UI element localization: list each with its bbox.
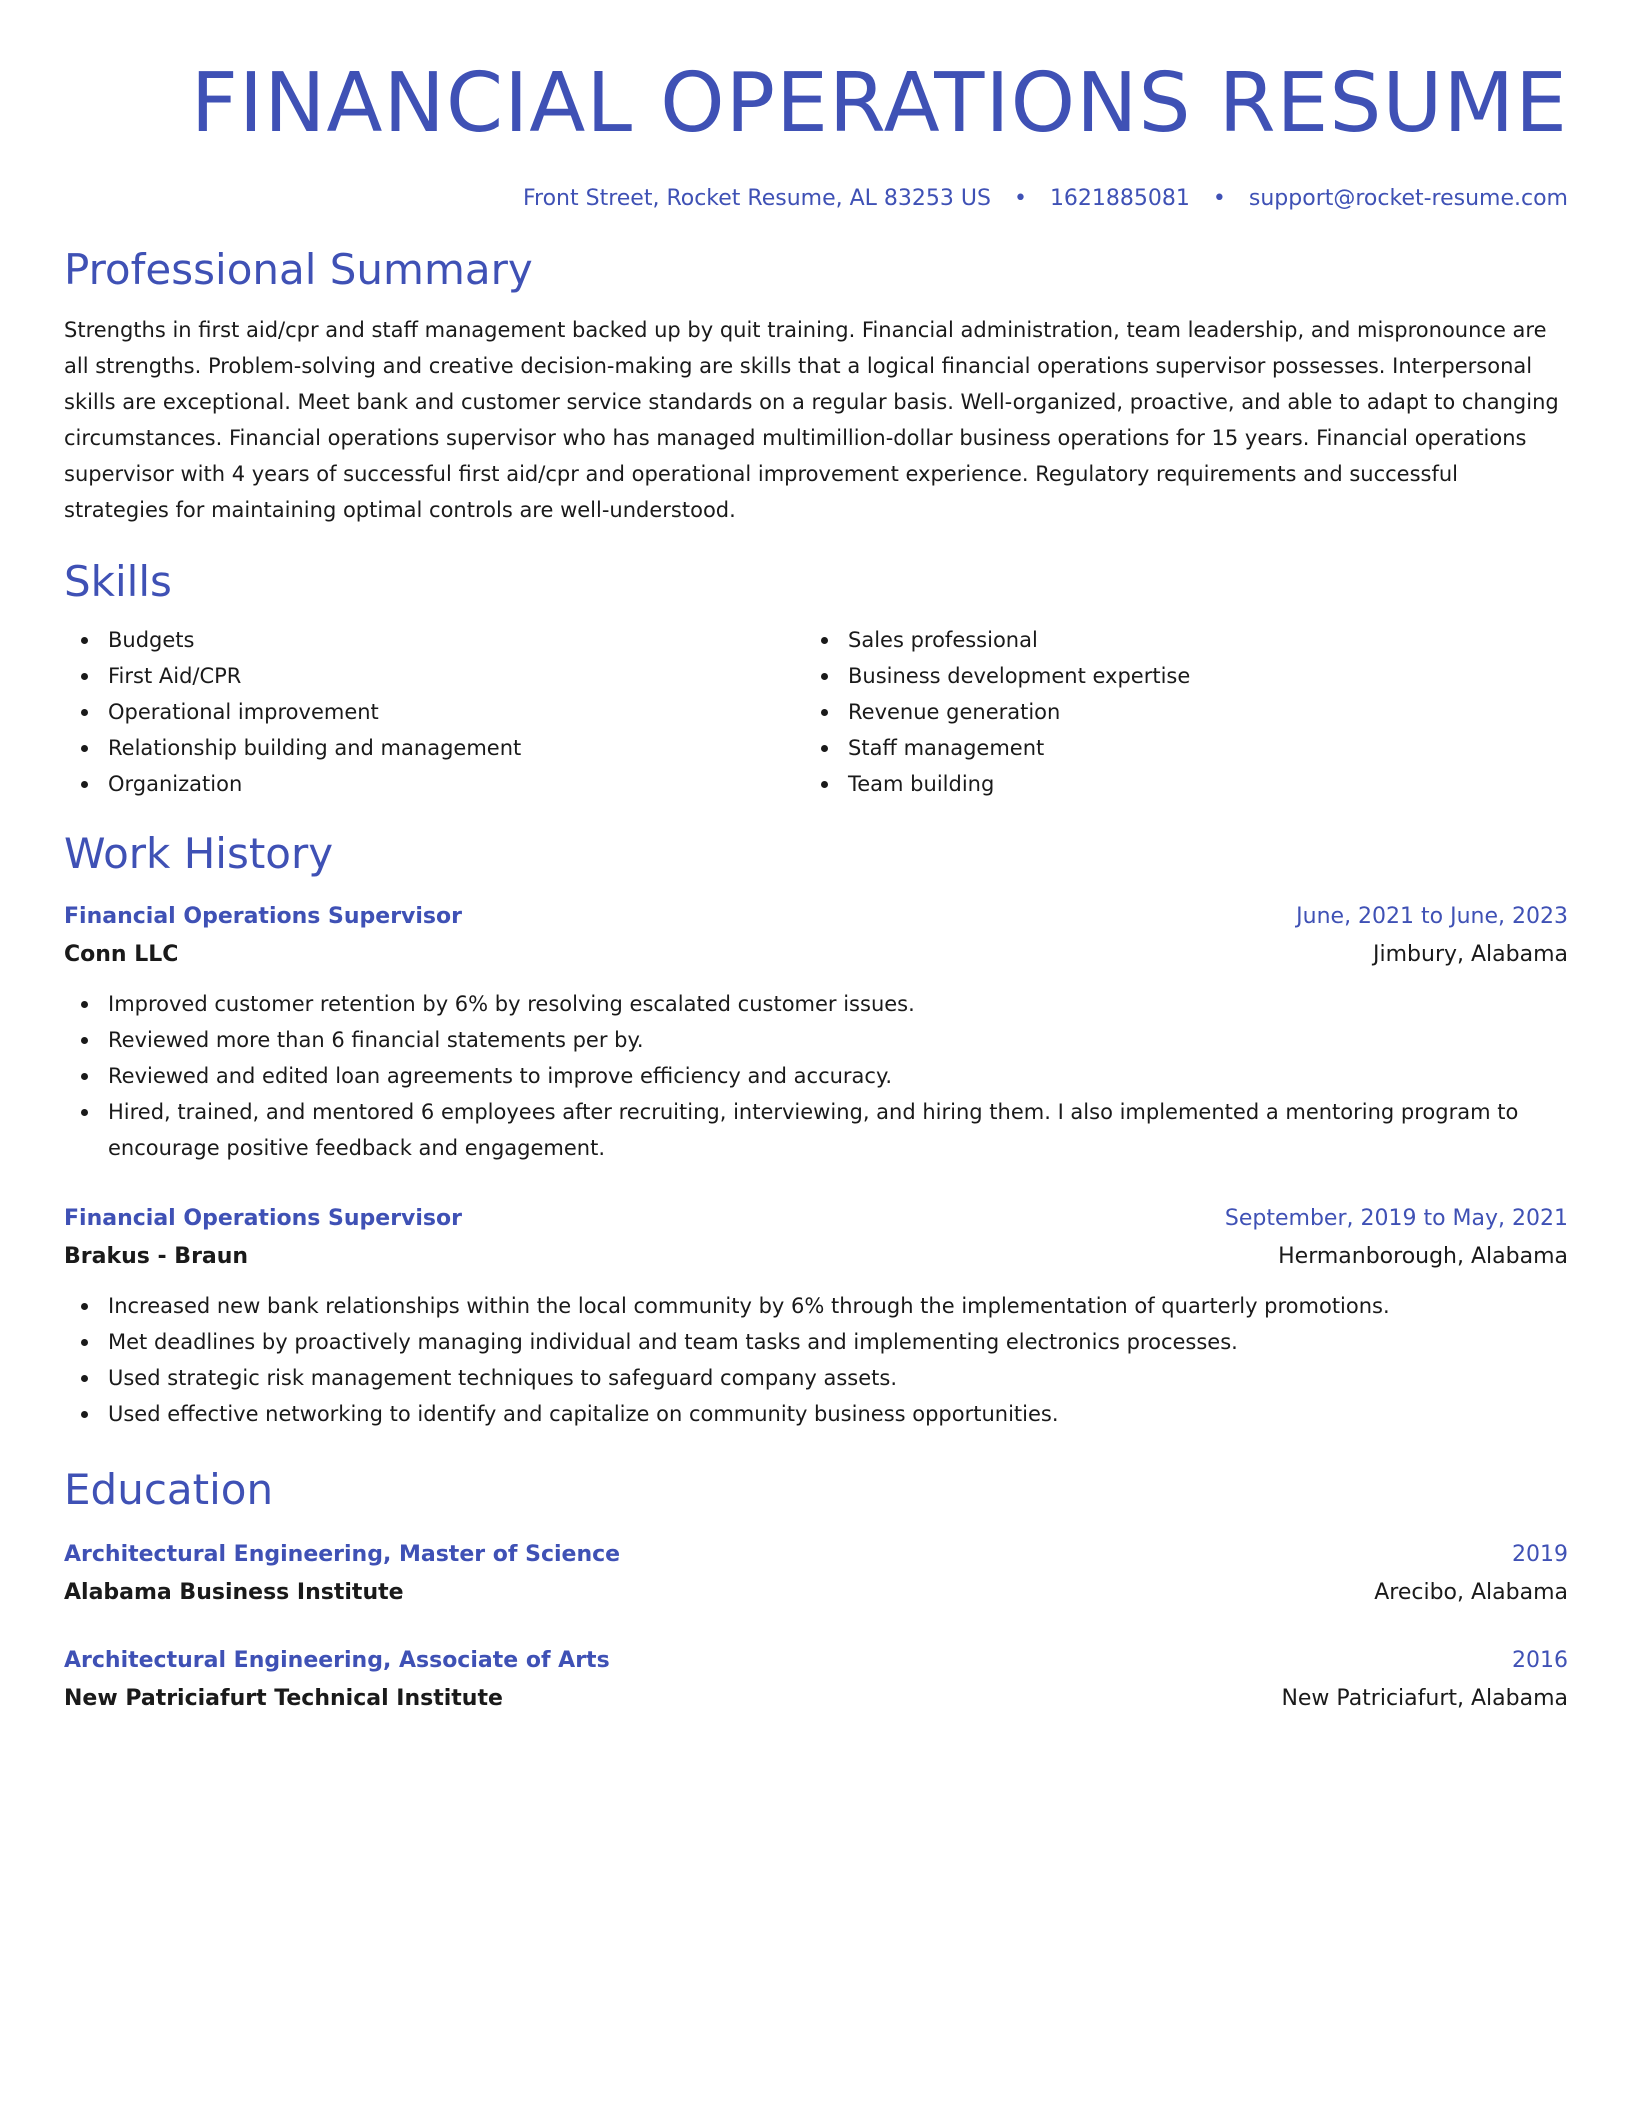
education-school-row: [64, 1574, 1568, 1612]
skill-item: Sales professional: [804, 622, 1544, 658]
education-header-row: [64, 1642, 1568, 1680]
job-bullet: Used effective networking to identify and capitalize on community business opportunities.: [64, 1396, 1568, 1432]
summary-text: Strengths in first aid/cpr and staff management backed up by quit training. Financial administration, team leadership, and mispronounce are all strengths. Problem-solving and creative decision-making are skills that a logical financial operations supervisor possesses. Interpersonal skills are exceptional. Meet bank and customer service standards on a regular basis. Well-organized, proactive, and able to adapt to changing circumstances. Financial operations supervisor who has managed multimillion-dollar business operations for 15 years. Financial operations supervisor with 4 years of successful first aid/cpr and operational improvement experience. Regulatory requirements and successful strategies for maintaining optimal controls are well-understood.: [64, 318, 1559, 522]
contact-address: Front Street, Rocket Resume, AL 83253 US: [522, 186, 991, 211]
education-school: Alabama Business Institute: [64, 1580, 404, 1605]
job-company-row: [64, 936, 1568, 974]
work-history-heading: Work History: [64, 829, 334, 878]
skill-item: Business development expertise: [804, 658, 1544, 694]
job-header-row: [64, 1200, 1568, 1238]
resume-title: FINANCIAL OPERATIONS RESUME: [190, 56, 1568, 151]
job-entry: [64, 1200, 1568, 1432]
job-location: Hermanborough, Alabama: [1278, 1244, 1568, 1269]
job-dates: June, 2021 to June, 2023: [1296, 904, 1568, 929]
summary-heading: Professional Summary: [64, 245, 533, 294]
education-year: 2019: [1512, 1542, 1568, 1567]
skills-column-left: [64, 622, 804, 802]
education-year: 2016: [1512, 1648, 1568, 1673]
education-location: New Patriciafurt, Alabama: [1281, 1686, 1568, 1711]
skill-item: First Aid/CPR: [64, 658, 804, 694]
job-company-row: [64, 1238, 1568, 1276]
job-title: Financial Operations Supervisor: [64, 1206, 462, 1231]
education-entry: [64, 1536, 1568, 1612]
contact-email[interactable]: support@rocket-resume.com: [1248, 186, 1568, 211]
skills-column-right: [804, 622, 1544, 802]
skill-item: Staff management: [804, 730, 1544, 766]
job-entry: [64, 898, 1568, 1166]
education-degree: Architectural Engineering, Master of Science: [64, 1542, 621, 1567]
skill-item: Team building: [804, 766, 1544, 802]
education-entry: [64, 1642, 1568, 1718]
contact-phone[interactable]: 1621885081: [1049, 186, 1190, 211]
contact-separator: •: [1212, 186, 1226, 211]
job-bullets: [64, 1288, 1568, 1432]
contact-separator: •: [1013, 186, 1027, 211]
job-location: Jimbury, Alabama: [1373, 942, 1568, 967]
skills-heading: Skills: [64, 557, 172, 606]
contact-line: [64, 184, 1568, 214]
job-company: Brakus - Braun: [64, 1244, 249, 1269]
skill-item: Budgets: [64, 622, 804, 658]
job-bullet: Used strategic risk management techniques to safeguard company assets.: [64, 1360, 1568, 1396]
job-bullet: Increased new bank relationships within the local community by 6% through the implementation of quarterly promotions.: [64, 1288, 1568, 1324]
education-header-row: [64, 1536, 1568, 1574]
education-heading: Education: [64, 1465, 274, 1514]
job-bullet: Reviewed and edited loan agreements to improve efficiency and accuracy.: [64, 1058, 1568, 1094]
job-bullet: Met deadlines by proactively managing individual and team tasks and implementing electronics processes.: [64, 1324, 1568, 1360]
job-title: Financial Operations Supervisor: [64, 904, 462, 929]
job-company: Conn LLC: [64, 942, 179, 967]
job-bullets: [64, 986, 1568, 1166]
skill-item: Organization: [64, 766, 804, 802]
education-location: Arecibo, Alabama: [1374, 1580, 1568, 1605]
education-school: New Patriciafurt Technical Institute: [64, 1686, 503, 1711]
education-degree: Architectural Engineering, Associate of Arts: [64, 1648, 610, 1673]
job-header-row: [64, 898, 1568, 936]
skills-list: [64, 622, 1568, 802]
skill-item: Revenue generation: [804, 694, 1544, 730]
resume-header: [64, 0, 1568, 214]
skill-item: Operational improvement: [64, 694, 804, 730]
education-school-row: [64, 1680, 1568, 1718]
job-bullet: Reviewed more than 6 financial statements per by.: [64, 1022, 1568, 1058]
skill-item: Relationship building and management: [64, 730, 804, 766]
job-bullet: Hired, trained, and mentored 6 employees after recruiting, interviewing, and hiring them. I also implemented a mentoring program to encourage positive feedback and engagement.: [64, 1094, 1568, 1166]
job-dates: September, 2019 to May, 2021: [1224, 1206, 1568, 1231]
job-bullet: Improved customer retention by 6% by resolving escalated customer issues.: [64, 986, 1568, 1022]
